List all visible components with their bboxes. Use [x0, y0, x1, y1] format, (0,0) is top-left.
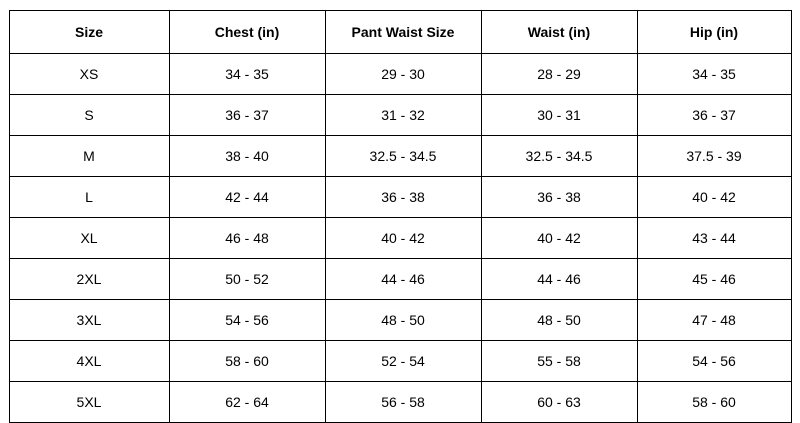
cell-chest: 50 - 52	[169, 259, 325, 300]
cell-size: 4XL	[9, 341, 169, 382]
table-row	[9, 177, 791, 218]
cell-hip: 43 - 44	[637, 218, 791, 259]
column-header-pant-waist-size: Pant Waist Size	[325, 11, 481, 54]
table-row	[9, 259, 791, 300]
cell-pant-waist-size: 29 - 30	[325, 54, 481, 95]
cell-waist: 55 - 58	[481, 341, 637, 382]
cell-pant-waist-size: 44 - 46	[325, 259, 481, 300]
size-chart-table	[9, 10, 792, 423]
cell-waist: 36 - 38	[481, 177, 637, 218]
cell-hip: 40 - 42	[637, 177, 791, 218]
cell-size: 2XL	[9, 259, 169, 300]
table-row	[9, 341, 791, 382]
column-header-size: Size	[9, 11, 169, 54]
cell-chest: 54 - 56	[169, 300, 325, 341]
cell-waist: 30 - 31	[481, 95, 637, 136]
cell-waist: 44 - 46	[481, 259, 637, 300]
table-header	[9, 11, 791, 54]
cell-chest: 46 - 48	[169, 218, 325, 259]
cell-pant-waist-size: 36 - 38	[325, 177, 481, 218]
table-header-row	[9, 11, 791, 54]
table-row	[9, 300, 791, 341]
cell-size: 5XL	[9, 382, 169, 423]
cell-chest: 36 - 37	[169, 95, 325, 136]
cell-chest: 42 - 44	[169, 177, 325, 218]
cell-pant-waist-size: 48 - 50	[325, 300, 481, 341]
cell-size: L	[9, 177, 169, 218]
column-header-hip: Hip (in)	[637, 11, 791, 54]
cell-waist: 40 - 42	[481, 218, 637, 259]
cell-size: M	[9, 136, 169, 177]
cell-chest: 38 - 40	[169, 136, 325, 177]
column-header-waist: Waist (in)	[481, 11, 637, 54]
cell-hip: 36 - 37	[637, 95, 791, 136]
cell-hip: 37.5 - 39	[637, 136, 791, 177]
cell-size: XL	[9, 218, 169, 259]
table-body	[9, 54, 791, 423]
cell-pant-waist-size: 52 - 54	[325, 341, 481, 382]
table-row	[9, 54, 791, 95]
table-row	[9, 136, 791, 177]
cell-pant-waist-size: 31 - 32	[325, 95, 481, 136]
table-row	[9, 218, 791, 259]
cell-waist: 32.5 - 34.5	[481, 136, 637, 177]
cell-hip: 54 - 56	[637, 341, 791, 382]
cell-waist: 28 - 29	[481, 54, 637, 95]
cell-chest: 58 - 60	[169, 341, 325, 382]
cell-size: XS	[9, 54, 169, 95]
cell-chest: 62 - 64	[169, 382, 325, 423]
cell-hip: 58 - 60	[637, 382, 791, 423]
cell-size: 3XL	[9, 300, 169, 341]
table-row	[9, 95, 791, 136]
column-header-chest: Chest (in)	[169, 11, 325, 54]
cell-size: S	[9, 95, 169, 136]
cell-hip: 34 - 35	[637, 54, 791, 95]
cell-hip: 45 - 46	[637, 259, 791, 300]
cell-pant-waist-size: 32.5 - 34.5	[325, 136, 481, 177]
cell-pant-waist-size: 40 - 42	[325, 218, 481, 259]
cell-waist: 60 - 63	[481, 382, 637, 423]
table-row	[9, 382, 791, 423]
cell-pant-waist-size: 56 - 58	[325, 382, 481, 423]
cell-hip: 47 - 48	[637, 300, 791, 341]
cell-waist: 48 - 50	[481, 300, 637, 341]
cell-chest: 34 - 35	[169, 54, 325, 95]
